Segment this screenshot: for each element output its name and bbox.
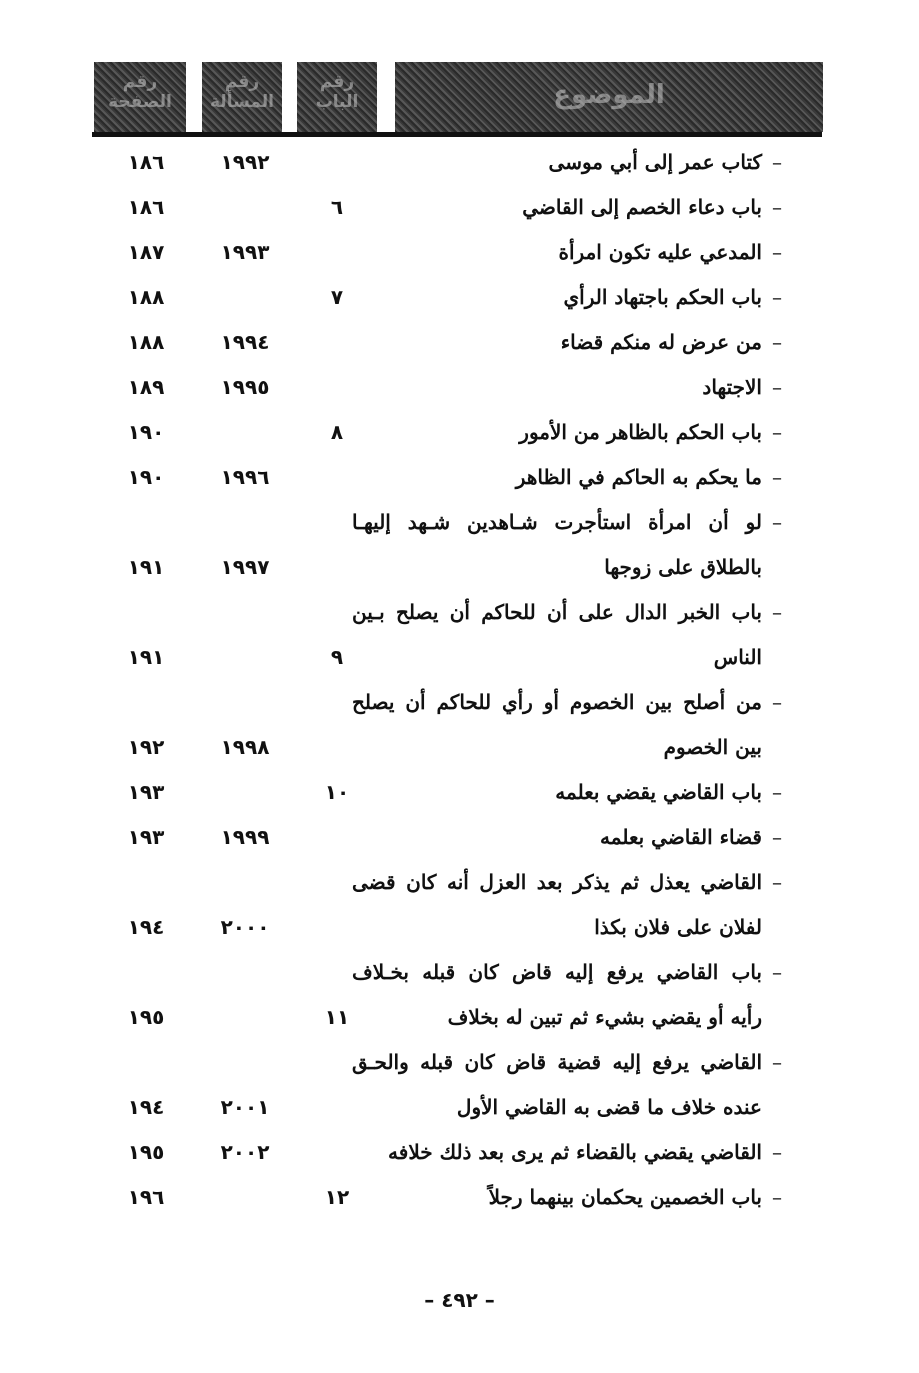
- header-page-label-2: الصفحة: [108, 92, 172, 112]
- row-topic-text: باب دعاء الخصم إلى القاضي: [522, 195, 762, 219]
- index-row: [92, 505, 792, 545]
- row-bullet-dash: –: [772, 195, 782, 219]
- row-issue-number: ١٩٩٣: [220, 240, 270, 264]
- row-issue-number: ١٩٩٥: [220, 375, 270, 399]
- row-page-number: ١٨٨: [127, 285, 165, 309]
- row-page-number: ١٩٤: [127, 1095, 165, 1119]
- row-topic-text: باب الحكم باجتهاد الرأي: [563, 285, 762, 309]
- index-row: [92, 325, 792, 365]
- table-header: [92, 62, 822, 136]
- row-bullet-dash: –: [772, 150, 782, 174]
- header-topic: [395, 62, 823, 132]
- header-issue-label-2: المسألة: [210, 92, 274, 112]
- row-chapter-number: ٧: [330, 285, 344, 309]
- row-issue-number: ١٩٩٤: [220, 330, 270, 354]
- header-chapter-number: [297, 62, 377, 132]
- header-topic-label: الموضوع: [553, 80, 665, 110]
- row-page-number: ١٩٠: [127, 465, 165, 489]
- row-chapter-number: ١٠: [324, 780, 350, 804]
- row-page-number: ١٩٦: [127, 1185, 165, 1209]
- row-bullet-dash: –: [772, 465, 782, 489]
- row-page-number: ١٩١: [127, 645, 165, 669]
- row-issue-number: ١٩٩٨: [220, 735, 270, 759]
- row-bullet-dash: –: [772, 375, 782, 399]
- row-page-number: ١٨٧: [127, 240, 165, 264]
- row-topic-text: بين الخصوم: [663, 735, 762, 759]
- index-row: [92, 235, 792, 275]
- index-row: [92, 775, 792, 815]
- row-bullet-dash: –: [772, 780, 782, 804]
- header-chapter-label-1: رقم: [319, 72, 355, 92]
- index-row: [92, 1180, 792, 1220]
- index-row: [92, 1090, 792, 1130]
- row-topic-text: باب القاضي يرفع إليه قاض كان قبله بخـلاف: [352, 960, 762, 984]
- row-bullet-dash: –: [772, 960, 782, 984]
- row-bullet-dash: –: [772, 825, 782, 849]
- row-bullet-dash: –: [772, 1185, 782, 1209]
- row-page-number: ١٩٠: [127, 420, 165, 444]
- index-row: [92, 595, 792, 635]
- row-topic-text: القاضي يقضي بالقضاء ثم يرى بعد ذلك خلافه: [388, 1140, 762, 1164]
- row-topic-text: من أصلح بين الخصوم أو رأي للحاكم أن يصلح: [352, 690, 762, 714]
- index-row: [92, 730, 792, 770]
- row-page-number: ١٨٦: [127, 195, 165, 219]
- row-topic-text: القاضي يرفع إليه قضية قاض كان قبله والحـق: [352, 1050, 762, 1074]
- row-bullet-dash: –: [772, 1050, 782, 1074]
- header-rule: [92, 132, 822, 137]
- index-row: [92, 640, 792, 680]
- row-topic-text: رأيه أو يقضي بشيء ثم تبين له بخلاف: [447, 1005, 762, 1029]
- header-page-number: [94, 62, 186, 132]
- row-chapter-number: ٩: [330, 645, 344, 669]
- index-row: [92, 865, 792, 905]
- row-bullet-dash: –: [772, 420, 782, 444]
- row-bullet-dash: –: [772, 240, 782, 264]
- row-bullet-dash: –: [772, 870, 782, 894]
- index-row: [92, 415, 792, 455]
- row-topic-text: الناس: [713, 645, 762, 669]
- index-row: [92, 190, 792, 230]
- row-page-number: ١٩٥: [127, 1005, 165, 1029]
- index-row: [92, 685, 792, 725]
- row-chapter-number: ٦: [330, 195, 344, 219]
- index-row: [92, 910, 792, 950]
- row-page-number: ١٩٢: [127, 735, 165, 759]
- row-issue-number: ١٩٩٢: [220, 150, 270, 174]
- row-page-number: ١٨٨: [127, 330, 165, 354]
- row-topic-text: لو أن امرأة استأجرت شـاهدين شـهد إليهـا: [352, 510, 762, 534]
- row-topic-text: كتاب عمر إلى أبي موسى: [548, 150, 762, 174]
- row-topic-text: باب القاضي يقضي بعلمه: [555, 780, 762, 804]
- row-bullet-dash: –: [772, 1140, 782, 1164]
- row-issue-number: ١٩٩٦: [220, 465, 270, 489]
- row-topic-text: باب الحكم بالظاهر من الأمور: [519, 420, 762, 444]
- header-page-label-1: رقم: [122, 72, 158, 92]
- row-bullet-dash: –: [772, 330, 782, 354]
- row-issue-number: ٢٠٠٠: [220, 915, 270, 939]
- row-topic-text: عنده خلاف ما قضى به القاضي الأول: [456, 1095, 762, 1119]
- row-page-number: ١٩٣: [127, 780, 165, 804]
- row-chapter-number: ٨: [330, 420, 344, 444]
- row-topic-text: بالطلاق على زوجها: [604, 555, 762, 579]
- row-topic-text: باب الخصمين يحكمان بينهما رجلاً: [488, 1185, 762, 1209]
- row-topic-text: القاضي يعذل ثم يذكر بعد العزل أنه كان قضى: [352, 870, 762, 894]
- row-bullet-dash: –: [772, 510, 782, 534]
- row-topic-text: لفلان على فلان بكذا: [594, 915, 762, 939]
- row-page-number: ١٨٩: [127, 375, 165, 399]
- row-bullet-dash: –: [772, 285, 782, 309]
- index-row: [92, 1045, 792, 1085]
- row-topic-text: الاجتهاد: [702, 375, 762, 399]
- row-topic-text: باب الخبر الدال على أن للحاكم أن يصلح بـين: [352, 600, 762, 624]
- row-issue-number: ٢٠٠٢: [220, 1140, 270, 1164]
- row-topic-text: من عرض له منكم قضاء: [560, 330, 762, 354]
- row-topic-text: المدعي عليه تكون امرأة: [558, 240, 762, 264]
- index-row: [92, 370, 792, 410]
- row-topic-text: قضاء القاضي بعلمه: [600, 825, 762, 849]
- row-issue-number: ١٩٩٧: [220, 555, 270, 579]
- row-bullet-dash: –: [772, 600, 782, 624]
- index-row: [92, 955, 792, 995]
- index-row: [92, 280, 792, 320]
- row-page-number: ١٩٥: [127, 1140, 165, 1164]
- index-row: [92, 820, 792, 860]
- row-page-number: ١٩٣: [127, 825, 165, 849]
- index-row: [92, 460, 792, 500]
- row-issue-number: ٢٠٠١: [220, 1095, 270, 1119]
- row-topic-text: ما يحكم به الحاكم في الظاهر: [515, 465, 762, 489]
- header-chapter-label-2: الباب: [315, 92, 359, 112]
- row-bullet-dash: –: [772, 690, 782, 714]
- index-row: [92, 1000, 792, 1040]
- header-issue-label-1: رقم: [224, 72, 260, 92]
- row-chapter-number: ١٢: [324, 1185, 350, 1209]
- index-row: [92, 550, 792, 590]
- row-chapter-number: ١١: [324, 1005, 350, 1029]
- row-page-number: ١٨٦: [127, 150, 165, 174]
- page-number-footer: – ٤٩٢ –: [424, 1288, 495, 1312]
- row-issue-number: ١٩٩٩: [220, 825, 270, 849]
- index-row: [92, 145, 792, 185]
- row-page-number: ١٩١: [127, 555, 165, 579]
- index-row: [92, 1135, 792, 1175]
- header-issue-number: [202, 62, 282, 132]
- row-page-number: ١٩٤: [127, 915, 165, 939]
